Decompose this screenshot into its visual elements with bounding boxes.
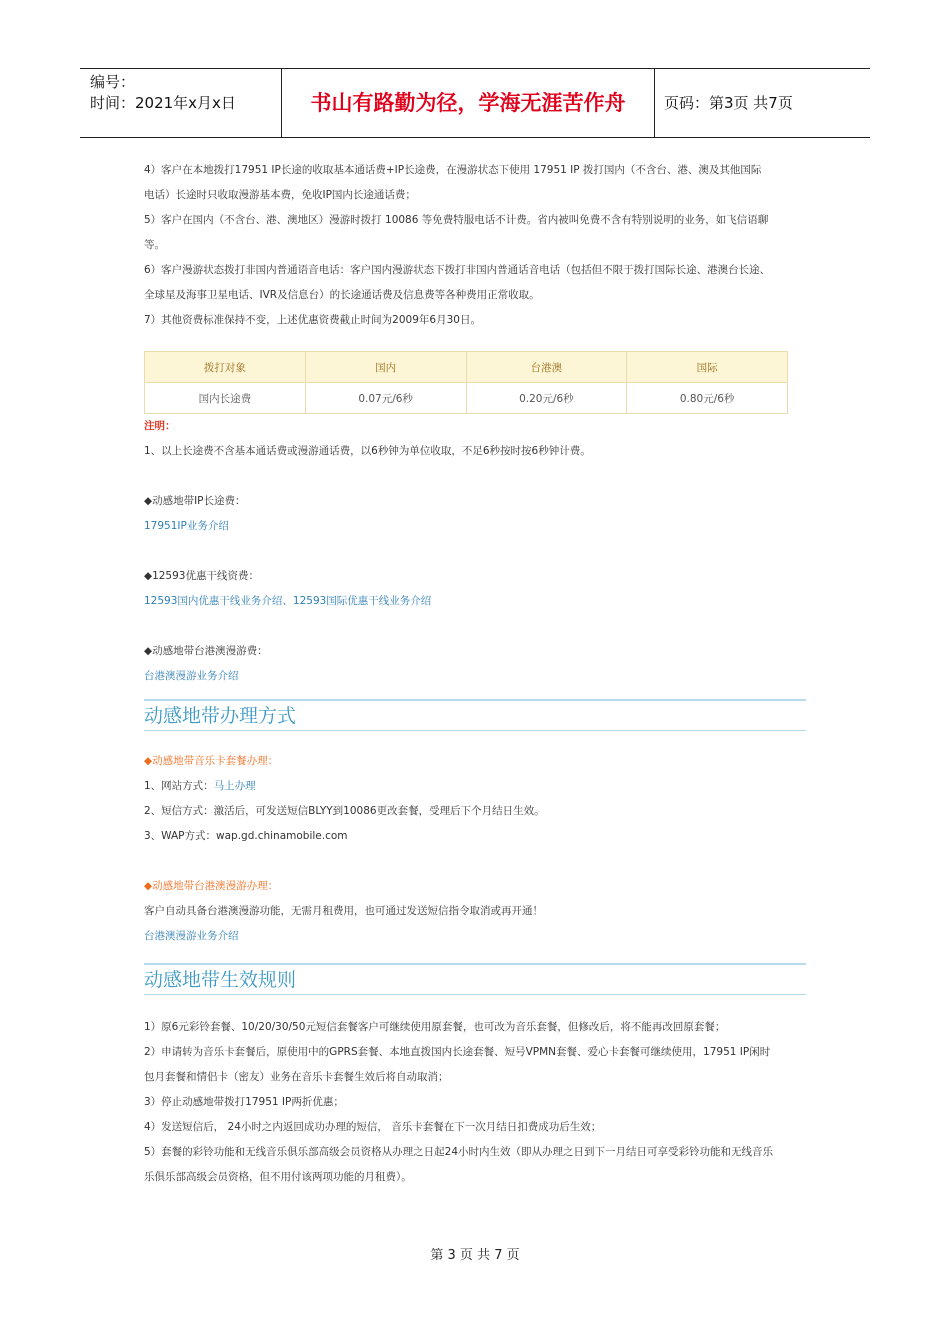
roam-fee-title: ◆动感地带台港澳漫游费： — [144, 645, 268, 657]
rate-table-cell: 0.80元/6秒 — [627, 383, 788, 414]
doc-number-label: 编号： — [90, 73, 136, 91]
page-header — [80, 68, 870, 138]
section-heading-handle: 动感地带办理方式 — [144, 699, 806, 731]
roam-handle-text: 客户自动具备台港澳漫游功能，无需月租费用，也可通过发送短信指令取消或再开通！ — [144, 905, 543, 917]
note-text: 1、以上长途费不含基本通话费或漫游通话费，以6秒钟为单位收取，不足6秒按时按6秒钟计费。 — [144, 445, 591, 457]
roam-handle-link[interactable]: 台港澳漫游业务介绍 — [144, 930, 239, 942]
rate-table-cell: 0.07元/6秒 — [305, 383, 466, 414]
table-row — [145, 383, 788, 414]
page-footer: 第 3 页 共 7 页 — [430, 1248, 520, 1263]
rate-table-header-row — [145, 352, 788, 383]
roam-service-link[interactable]: 台港澳漫游业务介绍 — [144, 670, 239, 682]
effect-rule-line: 4）发送短信后， 24小时之内返回成功办理的短信， 音乐卡套餐在下一次月结日扣费成功后生效； — [144, 1121, 602, 1133]
effect-rule-line: 包月套餐和情侣卡（密友）业务在音乐卡套餐生效后将自动取消； — [144, 1071, 449, 1083]
effect-rule-line: 1）原6元彩铃套餐、10/20/30/50元短信套餐客户可继续使用原套餐，也可改为音乐套餐，但修改后，将不能再改回原套餐； — [144, 1021, 726, 1033]
note-title: 注明： — [144, 420, 176, 432]
rate-table-header-cell: 拨打对象 — [145, 352, 306, 383]
effect-rule-line: 2）申请转为音乐卡套餐后，原使用中的GPRS套餐、本地直拨国内长途套餐、短号VPMN套餐、爱心卡套餐可继续使用，17951 IP闲时 — [144, 1046, 771, 1058]
rule-line: 4）客户在本地拨打17951 IP长途的收取基本通话费+IP长途费，在漫游状态下使用 17951 IP 拨打国内（不含台、港、澳及其他国际 — [144, 164, 762, 176]
rate-table-cell: 0.20元/6秒 — [466, 383, 627, 414]
header-motto: 书山有路勤为径，学海无涯苦作舟 — [310, 91, 626, 115]
rate-table-header-cell: 国际 — [627, 352, 788, 383]
header-divider — [654, 69, 655, 137]
rule-line: 7）其他资费标准保持不变，上述优惠资费截止时间为2009年6月30日。 — [144, 314, 481, 326]
doc-time-label: 时间：2021年x月x日 — [90, 94, 236, 112]
effect-rule-line: 5）套餐的彩铃功能和无线音乐俱乐部高级会员资格从办理之日起24小时内生效（即从办理之日到下一月结日可享受彩铃功能和无线音乐 — [144, 1146, 774, 1158]
rate-table-header-cell: 台港澳 — [466, 352, 627, 383]
ip-service-link[interactable]: 17951IP业务介绍 — [144, 520, 229, 532]
effect-rule-line: 3）停止动感地带拨打17951 IP两折优惠； — [144, 1096, 344, 1108]
section-heading-rules: 动感地带生效规则 — [144, 963, 806, 995]
web-method-line — [144, 774, 809, 799]
rate-table-header-cell: 国内 — [305, 352, 466, 383]
wap-method-line: 3、WAP方式：wap.gd.chinamobile.com — [144, 830, 348, 842]
header-page-number: 页码：第3页 共7页 — [664, 94, 793, 112]
trunk-fee-title: ◆12593优惠干线资费： — [144, 570, 259, 582]
rule-line: 5）客户在国内（不含台、港、澳地区）漫游时拨打 10086 等免费特服电话不计费。省内被叫免费不含有特别说明的业务，如飞信语聊 — [144, 214, 769, 226]
ip-fee-title: ◆动感地带IP长途费： — [144, 495, 246, 507]
music-card-title: ◆动感地带音乐卡套餐办理： — [144, 755, 279, 767]
trunk-service-link[interactable]: 12593国内优惠干线业务介绍、12593国际优惠干线业务介绍 — [144, 595, 432, 607]
sms-method-line: 2、短信方式：激活后，可发送短信BLYY到10086更改套餐，受理后下个月结日生效。 — [144, 805, 545, 817]
document-body — [144, 158, 809, 1190]
intro-rules — [144, 158, 809, 333]
rate-table-cell: 国内长途费 — [145, 383, 306, 414]
rate-table — [144, 351, 788, 414]
rule-line: 电话）长途时只收取漫游基本费，免收IP国内长途通话费； — [144, 189, 416, 201]
header-meta — [90, 72, 236, 114]
effect-rule-line: 乐俱乐部高级会员资格，但不用付该两项功能的月租费）。 — [144, 1171, 412, 1183]
web-method-label: 1、网站方式： — [144, 780, 214, 792]
rule-line: 等。 — [144, 239, 165, 251]
apply-now-link[interactable]: 马上办理 — [213, 780, 256, 792]
roam-handle-title: ◆动感地带台港澳漫游办理： — [144, 880, 279, 892]
rule-line: 6）客户漫游状态拨打非国内普通语音电话：客户国内漫游状态下拨打非国内普通话音电话（包括但不限于拨打国际长途、港澳台长途、 — [144, 264, 771, 276]
rule-line: 全球星及海事卫星电话、IVR及信息台）的长途通话费及信息费等各种费用正常收取。 — [144, 289, 540, 301]
